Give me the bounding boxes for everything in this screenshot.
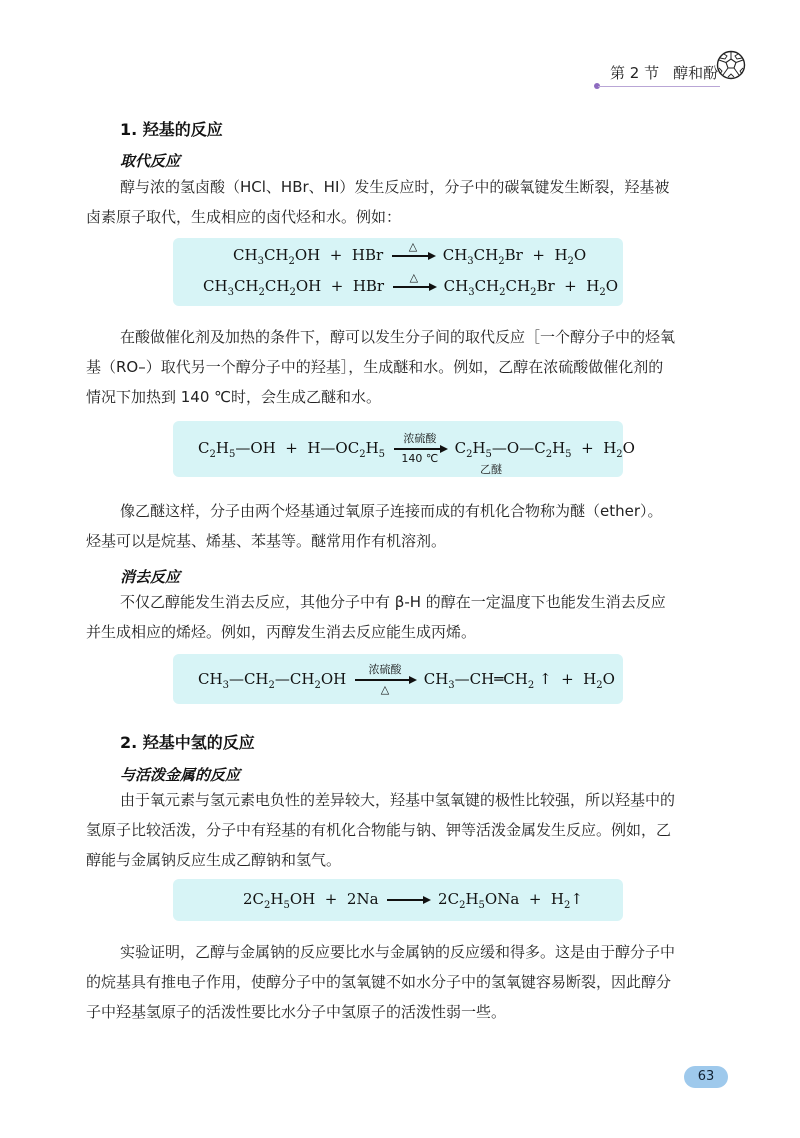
equation-5: $2C_2H_5OH + 2Na$ $2C_2H_5ONa$ + $H_2↑$	[243, 890, 583, 911]
section-number: 第 2 节	[610, 64, 660, 82]
chapter-header	[610, 62, 718, 83]
section-heading-2: 2. 羟基中氢的反应	[120, 733, 255, 752]
paragraph-6: 实验证明，乙醇与金属钠的反应要比水与金属钠的反应缓和得多。这是由于醇分子中 的烷基具有推电子作用，使醇分子中的氢氧键不如水分子中的氢氧键容易断裂，因此醇分 子中羟基氢原子的活泼性要比水分子中氢原子的活泼性弱一些。	[86, 943, 676, 1021]
fullerene-icon	[716, 50, 746, 80]
subheading-elimination: 消去反应	[120, 568, 181, 586]
equation-2: $CH_3CH_2CH_2OH$ + HBr △ $CH_3CH_2CH_2Br + H_2O$	[203, 270, 619, 298]
page-number: 63	[684, 1066, 728, 1088]
paragraph-5: 由于氧元素与氢元素电负性的差异较大，羟基中氢氧键的极性比较强，所以羟基中的 氢原子比较活泼，分子中有羟基的有机化合物能与钠、钾等活泼金属发生反应。例如，乙 醇能与金属钠反应生成乙醇钠和氢气。	[86, 791, 676, 869]
equation-3: $C_2H_5—OH$ + $H—OC_2H_5$ 浓硫酸 140 ℃ $C_2H_5—O—C_2H_5 + H_2O$	[198, 431, 635, 466]
equation-1: $CH_3CH_2OH$ + HBr △ $CH_3CH_2Br + H_2O$	[233, 239, 587, 267]
paragraph-1: 醇与浓的氢卤酸（HCl、HBr、HI）发生反应时，分子中的碳氧键发生断裂，羟基被 卤素原子取代，生成相应的卤代烃和水。例如：	[86, 178, 670, 226]
subheading-active-metal: 与活泼金属的反应	[120, 766, 241, 784]
ether-label: 乙醚	[480, 463, 502, 476]
header-rule	[598, 86, 720, 87]
equation-4: $CH_3—CH_2—CH_2OH$ 浓硫酸 △ $CH_3—CH═CH_2$ ↑ + $H_2O$	[198, 662, 615, 697]
subheading-substitution: 取代反应	[120, 152, 181, 170]
section-title: 醇和酚	[673, 64, 719, 82]
paragraph-3: 像乙醚这样，分子由两个烃基通过氧原子连接而成的有机化合物称为醚（ether）。 烃基可以是烷基、烯基、苯基等。醚常用作有机溶剂。	[86, 502, 663, 550]
section-heading-1: 1. 羟基的反应	[120, 120, 223, 139]
paragraph-2: 在酸做催化剂及加热的条件下，醇可以发生分子间的取代反应［一个醇分子中的烃氧 基（RO–）取代另一个醇分子中的羟基］，生成醚和水。例如，乙醇在浓硫酸做催化剂的 情况下加热到 140 ℃时，会生成乙醚和水。	[86, 328, 676, 406]
paragraph-4: 不仅乙醇能发生消去反应，其他分子中有 β-H 的醇在一定温度下也能发生消去反应 并生成相应的烯烃。例如，丙醇发生消去反应能生成丙烯。	[86, 593, 666, 641]
